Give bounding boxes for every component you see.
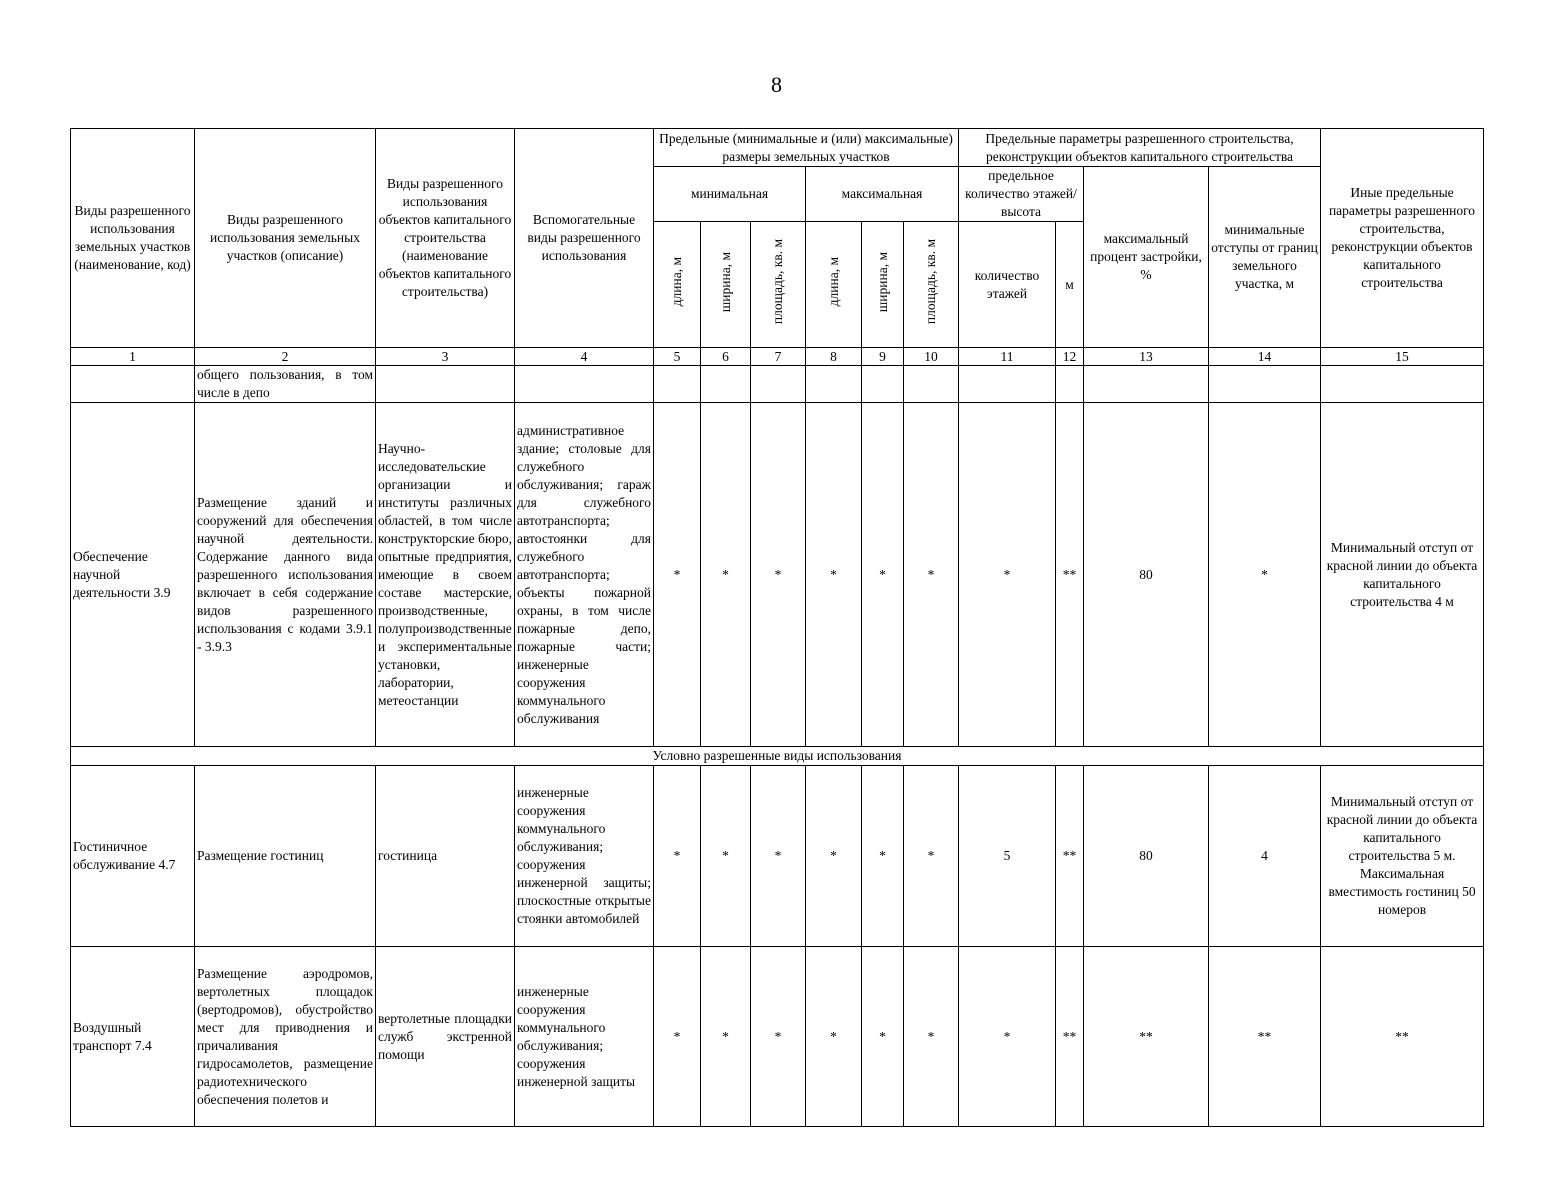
- header-capital-construction-use: Виды разрешенного использования объектов капитального строительства (наименование объектов капитального строительства): [376, 129, 515, 348]
- use-description: Размещение аэродромов, вертолетных площадок (вертодромов), обустройство мест для приводнения и причаливания гидросамолетов, размещение радиотехнического обеспечения полетов и: [195, 947, 376, 1127]
- auxiliary-uses: инженерные сооружения коммунального обслуживания; сооружения инженерной защиты: [515, 947, 654, 1127]
- header-other-params: Иные предельные параметры разрешенного строительства, реконструкции объектов капитального строительства: [1321, 129, 1484, 348]
- auxiliary-uses: административное здание; столовые для служебного обслуживания; гараж для служебного автотранспорта; автостоянки для служебного автотранспорта; объекты пожарной охраны, в том числе пожарные депо, пожарные части; инженерные сооружения коммунального обслуживания: [515, 403, 654, 747]
- table-row: Гостиничное обслуживание 4.7 Размещение гостиниц гостиница инженерные сооружения коммунального обслуживания; сооружения инженерной защиты; плоскостные открытые стоянки автомобилей * * * * * * 5 ** 80 4 Минимальный отступ от красной линии до объекта капитального строительства 5 м. Максимальная вместимость гостиниц 50 номеров: [71, 766, 1484, 947]
- header-max-width: ширина, м: [862, 222, 904, 348]
- use-description: общего пользования, в том числе в депо: [195, 366, 376, 403]
- header-floors-height: предельное количество этажей/высота: [959, 167, 1084, 222]
- header-land-plot-sizes: Предельные (минимальные и (или) максимальные) размеры земельных участков: [654, 129, 959, 167]
- use-name: Гостиничное обслуживание 4.7: [71, 766, 195, 947]
- regulations-table: [70, 128, 1484, 1127]
- header-land-use-description: Виды разрешенного использования земельных участков (описание): [195, 129, 376, 348]
- section-title: Условно разрешенные виды использования: [71, 747, 1484, 766]
- other-params: Минимальный отступ от красной линии до объекта капитального строительства 5 м. Максимальная вместимость гостиниц 50 номеров: [1321, 766, 1484, 947]
- auxiliary-uses: инженерные сооружения коммунального обслуживания; сооружения инженерной защиты; плоскостные открытые стоянки автомобилей: [515, 766, 654, 947]
- section-row: [71, 747, 1484, 766]
- header-max-area: площадь, кв. м: [904, 222, 959, 348]
- header-min-setback: минимальные отступы от границ земельного участка, м: [1209, 167, 1321, 348]
- capital-construction-objects: гостиница: [376, 766, 515, 947]
- header-max-percent: максимальный процент застройки, %: [1084, 167, 1209, 348]
- column-numbers-row: 1 2 3 4 5 6 7 8 9 10 11 12 13 14 15: [71, 348, 1484, 366]
- header-min-width: ширина, м: [701, 222, 751, 348]
- page-number: 8: [771, 72, 782, 97]
- table-row: [71, 366, 1484, 403]
- use-description: Размещение зданий и сооружений для обеспечения научной деятельности. Содержание данного вида разрешенного использования включает в себя содержание видов разрешенного использования с кодами 3.9.1 - 3.9.3: [195, 403, 376, 747]
- header-min-area: площадь, кв. м: [751, 222, 806, 348]
- capital-construction-objects: вертолетные площадки служб экстренной помощи: [376, 947, 515, 1127]
- header-maximum: максимальная: [806, 167, 959, 222]
- use-name: Обеспечение научной деятельности 3.9: [71, 403, 195, 747]
- table-row: Обеспечение научной деятельности 3.9 Размещение зданий и сооружений для обеспечения научной деятельности. Содержание данного вида разрешенного использования включает в себя содержание видов разрешенного использования с кодами 3.9.1 - 3.9.3 Научно-исследовательские организации и институты различных областей, в том числе конструкторские бюро, опытные предприятия, имеющие в своем составе мастерские, производственные, полупроизводственные и экспериментальные установки, лаборатории, метеостанции административное здание; столовые для служебного обслуживания; гараж для служебного автотранспорта; автостоянки для служебного автотранспорта; объекты пожарной охраны, в том числе пожарные депо, пожарные части; инженерные сооружения коммунального обслуживания * * * * * * * ** 80 * Минимальный отступ от красной линии до объекта капитального строительства 4 м: [71, 403, 1484, 747]
- use-description: Размещение гостиниц: [195, 766, 376, 947]
- use-name: Воздушный транспорт 7.4: [71, 947, 195, 1127]
- table-row: Воздушный транспорт 7.4 Размещение аэродромов, вертолетных площадок (вертодромов), обустройство мест для приводнения и причаливания гидросамолетов, размещение радиотехнического обеспечения полетов и вертолетные площадки служб экстренной помощи инженерные сооружения коммунального обслуживания; сооружения инженерной защиты * * * * * * * ** ** ** **: [71, 947, 1484, 1127]
- header-max-length: длина, м: [806, 222, 862, 348]
- other-params: Минимальный отступ от красной линии до объекта капитального строительства 4 м: [1321, 403, 1484, 747]
- header-land-use-name: Виды разрешенного использования земельных участков (наименование, код): [71, 129, 195, 348]
- other-params: **: [1321, 947, 1484, 1127]
- header-min-length: длина, м: [654, 222, 701, 348]
- header-auxiliary-use: Вспомогательные виды разрешенного использования: [515, 129, 654, 348]
- capital-construction-objects: Научно-исследовательские организации и институты различных областей, в том числе конструкторские бюро, опытные предприятия, имеющие в своем составе мастерские, производственные, полупроизводственные и экспериментальные установки, лаборатории, метеостанции: [376, 403, 515, 747]
- header-build-params: Предельные параметры разрешенного строительства, реконструкции объектов капитального строительства: [959, 129, 1321, 167]
- header-minimum: минимальная: [654, 167, 806, 222]
- header-floors: количество этажей: [959, 222, 1056, 348]
- header-height-m: м: [1056, 222, 1084, 348]
